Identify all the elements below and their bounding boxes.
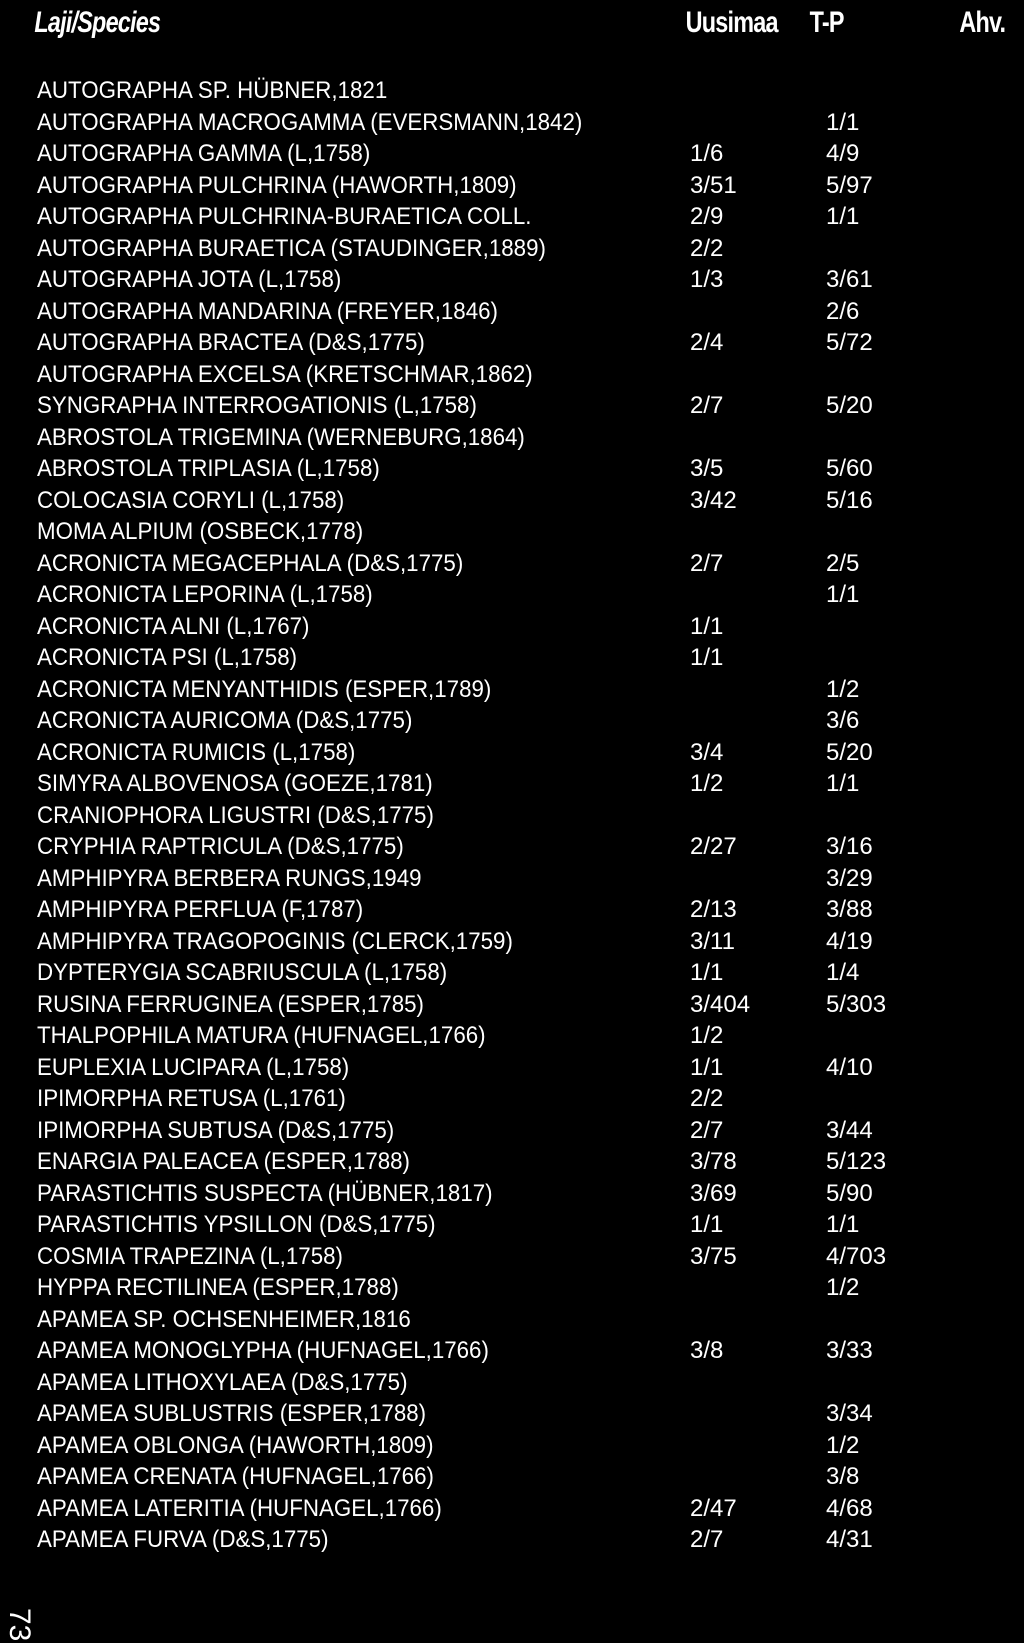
table-row <box>0 642 1024 674</box>
species-name: AUTOGRAPHA BURAETICA (STAUDINGER,1889) <box>37 234 546 262</box>
species-name: ACRONICTA AURICOMA (D&S,1775) <box>37 707 413 734</box>
tp-value: 1/2 <box>826 675 860 703</box>
species-name: AUTOGRAPHA EXCELSA (KRETSCHMAR,1862) <box>37 360 533 388</box>
table-row <box>0 611 1024 643</box>
table-row <box>0 1083 1024 1115</box>
uusimaa-value: 3/78 <box>690 1148 737 1175</box>
species-name: COLOCASIA CORYLI (L,1758) <box>37 486 345 514</box>
tp-value: 3/61 <box>826 266 873 293</box>
table-row <box>0 1020 1024 1052</box>
table-row <box>0 831 1024 863</box>
uusimaa-value: 3/51 <box>690 171 737 199</box>
species-name: ABROSTOLA TRIGEMINA (WERNEBURG,1864) <box>37 423 525 451</box>
tp-value: 4/10 <box>826 1053 873 1081</box>
uusimaa-value: 1/3 <box>690 266 724 293</box>
tp-value: 3/6 <box>826 707 860 734</box>
tp-value: 5/20 <box>826 392 873 419</box>
tp-value: 4/9 <box>826 140 860 167</box>
uusimaa-value: 1/1 <box>690 612 724 640</box>
tp-value: 5/20 <box>826 738 873 766</box>
species-name: APAMEA LATERITIA (HUFNAGEL,1766) <box>37 1494 442 1522</box>
species-name: APAMEA FURVA (D&S,1775) <box>37 1526 329 1553</box>
species-name: AUTOGRAPHA GAMMA (L,1758) <box>37 140 371 167</box>
tp-value: 4/68 <box>826 1494 873 1522</box>
species-name: APAMEA SUBLUSTRIS (ESPER,1788) <box>37 1400 427 1427</box>
table-row <box>0 548 1024 580</box>
table-row <box>0 926 1024 958</box>
header-uusimaa: Uusimaa <box>685 6 778 39</box>
page-number: 73 <box>3 1608 36 1642</box>
table-row <box>0 233 1024 265</box>
uusimaa-value: 3/5 <box>690 455 724 482</box>
species-name: ACRONICTA MEGACEPHALA (D&S,1775) <box>37 549 464 577</box>
table-row <box>0 1178 1024 1210</box>
species-name: AUTOGRAPHA MACROGAMMA (EVERSMANN,1842) <box>37 108 583 136</box>
uusimaa-value: 2/7 <box>690 392 724 419</box>
table-row <box>0 1461 1024 1493</box>
tp-value: 4/31 <box>826 1526 873 1553</box>
uusimaa-value: 2/9 <box>690 203 724 230</box>
species-name: IPIMORPHA RETUSA (L,1761) <box>37 1085 346 1112</box>
tp-value: 3/8 <box>826 1463 860 1490</box>
table-row <box>0 1493 1024 1525</box>
uusimaa-value: 1/1 <box>690 1053 724 1081</box>
table-row <box>0 453 1024 485</box>
uusimaa-value: 1/1 <box>690 959 724 986</box>
uusimaa-value: 2/7 <box>690 1116 724 1144</box>
species-name: PARASTICHTIS SUSPECTA (HÜBNER,1817) <box>37 1179 493 1207</box>
table-row <box>0 579 1024 611</box>
species-name: SYNGRAPHA INTERROGATIONIS (L,1758) <box>37 392 477 419</box>
table-row <box>0 327 1024 359</box>
uusimaa-value: 1/1 <box>690 1211 724 1238</box>
tp-value: 3/88 <box>826 896 873 923</box>
table-row <box>0 296 1024 328</box>
tp-value: 5/90 <box>826 1179 873 1207</box>
species-table <box>0 75 1024 1556</box>
table-row <box>0 485 1024 517</box>
table-row <box>0 705 1024 737</box>
table-row <box>0 737 1024 769</box>
tp-value: 4/703 <box>826 1242 887 1270</box>
table-row <box>0 768 1024 800</box>
species-name: HYPPA RECTILINEA (ESPER,1788) <box>37 1274 399 1301</box>
table-row <box>0 359 1024 391</box>
uusimaa-value: 2/7 <box>690 549 724 577</box>
uusimaa-value: 2/47 <box>690 1494 737 1522</box>
species-name: ACRONICTA LEPORINA (L,1758) <box>37 581 373 608</box>
table-row <box>0 516 1024 548</box>
species-name: IPIMORPHA SUBTUSA (D&S,1775) <box>37 1116 395 1144</box>
species-name: AUTOGRAPHA MANDARINA (FREYER,1846) <box>37 297 498 325</box>
tp-value: 3/33 <box>826 1337 873 1364</box>
species-name: ENARGIA PALEACEA (ESPER,1788) <box>37 1148 410 1175</box>
table-row <box>0 170 1024 202</box>
table-row <box>0 138 1024 170</box>
species-name: PARASTICHTIS YPSILLON (D&S,1775) <box>37 1211 436 1238</box>
uusimaa-value: 2/2 <box>690 1085 724 1112</box>
uusimaa-value: 2/4 <box>690 329 724 356</box>
tp-value: 5/123 <box>826 1148 887 1175</box>
table-header <box>0 2 1006 50</box>
uusimaa-value: 3/404 <box>690 990 751 1018</box>
uusimaa-value: 1/1 <box>690 644 724 671</box>
table-row <box>0 201 1024 233</box>
tp-value: 4/19 <box>826 927 873 955</box>
species-name: APAMEA SP. OCHSENHEIMER,1816 <box>37 1305 411 1333</box>
species-name: ACRONICTA PSI (L,1758) <box>37 644 298 671</box>
species-name: THALPOPHILA MATURA (HUFNAGEL,1766) <box>37 1022 486 1049</box>
uusimaa-value: 2/27 <box>690 833 737 860</box>
table-row <box>0 800 1024 832</box>
species-name: AMPHIPYRA PERFLUA (F,1787) <box>37 896 364 923</box>
table-row <box>0 107 1024 139</box>
tp-value: 2/5 <box>826 549 860 577</box>
table-row <box>0 957 1024 989</box>
species-name: AUTOGRAPHA JOTA (L,1758) <box>37 266 342 293</box>
tp-value: 3/29 <box>826 864 873 892</box>
header-ahv: Ahv. <box>959 6 1006 39</box>
tp-value: 1/1 <box>826 770 860 797</box>
table-row <box>0 422 1024 454</box>
tp-value: 5/72 <box>826 329 873 356</box>
tp-value: 1/1 <box>826 1211 860 1238</box>
table-row <box>0 1335 1024 1367</box>
table-row <box>0 1241 1024 1273</box>
table-row <box>0 75 1024 107</box>
species-name: ACRONICTA ALNI (L,1767) <box>37 612 310 640</box>
uusimaa-value: 1/2 <box>690 770 724 797</box>
species-name: ACRONICTA MENYANTHIDIS (ESPER,1789) <box>37 675 492 703</box>
species-name: MOMA ALPIUM (OSBECK,1778) <box>37 518 364 545</box>
tp-value: 3/16 <box>826 833 873 860</box>
species-name: AMPHIPYRA BERBERA RUNGS,1949 <box>37 864 422 892</box>
species-name: APAMEA OBLONGA (HAWORTH,1809) <box>37 1431 434 1459</box>
tp-value: 1/4 <box>826 959 860 986</box>
uusimaa-value: 2/7 <box>690 1526 724 1553</box>
species-name: CRANIOPHORA LIGUSTRI (D&S,1775) <box>37 801 434 829</box>
table-row <box>0 863 1024 895</box>
tp-value: 5/60 <box>826 455 873 482</box>
species-name: DYPTERYGIA SCABRIUSCULA (L,1758) <box>37 959 448 986</box>
species-name: APAMEA LITHOXYLAEA (D&S,1775) <box>37 1368 408 1396</box>
uusimaa-value: 3/69 <box>690 1179 737 1207</box>
uusimaa-value: 2/13 <box>690 896 737 923</box>
uusimaa-value: 3/42 <box>690 486 737 514</box>
tp-value: 1/1 <box>826 108 860 136</box>
species-name: ABROSTOLA TRIPLASIA (L,1758) <box>37 455 380 482</box>
tp-value: 1/1 <box>826 203 860 230</box>
table-row <box>0 989 1024 1021</box>
species-name: AUTOGRAPHA SP. HÜBNER,1821 <box>37 77 388 104</box>
table-row <box>0 894 1024 926</box>
table-row <box>0 1367 1024 1399</box>
table-row <box>0 674 1024 706</box>
species-name: AUTOGRAPHA PULCHRINA (HAWORTH,1809) <box>37 171 517 199</box>
uusimaa-value: 3/11 <box>690 927 735 955</box>
tp-value: 5/303 <box>826 990 887 1018</box>
tp-value: 3/34 <box>826 1400 873 1427</box>
table-row <box>0 1304 1024 1336</box>
uusimaa-value: 2/2 <box>690 234 724 262</box>
species-name: CRYPHIA RAPTRICULA (D&S,1775) <box>37 833 404 860</box>
table-row <box>0 390 1024 422</box>
uusimaa-value: 3/8 <box>690 1337 724 1364</box>
species-name: AUTOGRAPHA PULCHRINA-BURAETICA COLL. <box>37 203 532 230</box>
species-name: ACRONICTA RUMICIS (L,1758) <box>37 738 356 766</box>
table-row <box>0 1524 1024 1556</box>
uusimaa-value: 3/75 <box>690 1242 737 1270</box>
species-name: AUTOGRAPHA BRACTEA (D&S,1775) <box>37 329 425 356</box>
uusimaa-value: 1/6 <box>690 140 724 167</box>
header-tp: T-P <box>809 6 844 39</box>
table-row <box>0 1272 1024 1304</box>
species-name: APAMEA MONOGLYPHA (HUFNAGEL,1766) <box>37 1337 489 1364</box>
table-row <box>0 1398 1024 1430</box>
table-row <box>0 1052 1024 1084</box>
uusimaa-value: 1/2 <box>690 1022 724 1049</box>
table-row <box>0 1146 1024 1178</box>
tp-value: 2/6 <box>826 297 860 325</box>
uusimaa-value: 3/4 <box>690 738 724 766</box>
species-name: APAMEA CRENATA (HUFNAGEL,1766) <box>37 1463 434 1490</box>
table-row <box>0 1115 1024 1147</box>
tp-value: 3/44 <box>826 1116 873 1144</box>
species-name: EUPLEXIA LUCIPARA (L,1758) <box>37 1053 350 1081</box>
tp-value: 1/1 <box>826 581 860 608</box>
species-name: RUSINA FERRUGINEA (ESPER,1785) <box>37 990 424 1018</box>
species-name: SIMYRA ALBOVENOSA (GOEZE,1781) <box>37 770 433 797</box>
table-row <box>0 1430 1024 1462</box>
tp-value: 5/97 <box>826 171 873 199</box>
tp-value: 1/2 <box>826 1431 860 1459</box>
table-row <box>0 264 1024 296</box>
species-name: AMPHIPYRA TRAGOPOGINIS (CLERCK,1759) <box>37 927 513 955</box>
species-name: COSMIA TRAPEZINA (L,1758) <box>37 1242 343 1270</box>
table-row <box>0 1209 1024 1241</box>
tp-value: 5/16 <box>826 486 873 514</box>
tp-value: 1/2 <box>826 1274 860 1301</box>
header-species: Laji/Species <box>34 6 161 39</box>
